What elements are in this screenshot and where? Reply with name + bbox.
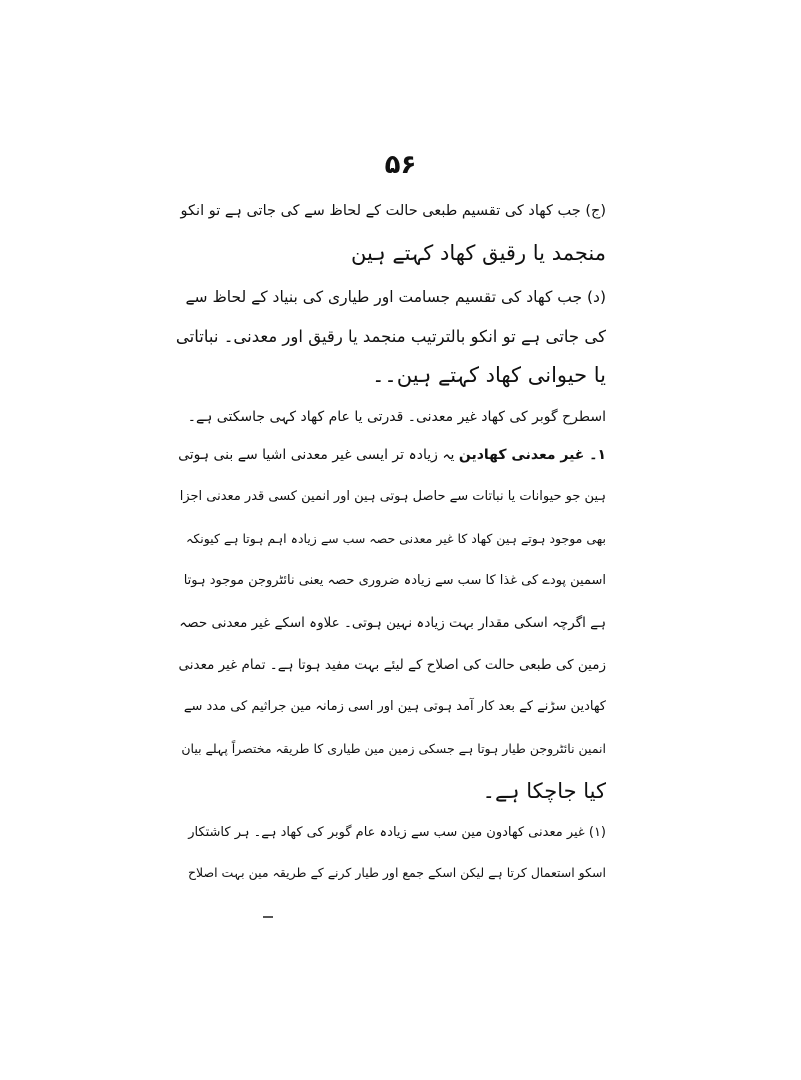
scan-mark — [263, 916, 273, 918]
text-line: (۱) غیر معدنی کھادون مین سب سے زیادہ عام گوبر کی کھاد ہے۔ ہر کاشتکار — [188, 825, 606, 840]
section-term: ۱۔ غیر معدنی کھادین — [458, 447, 606, 463]
page-number: ۵۶ — [384, 150, 417, 180]
text-line: انمین نائٹروجن طیار ہوتا ہے جسکی زمین مین طیاری کا طریقہ مختصراً پہلے بیان — [181, 741, 606, 756]
text-line: اسکو استعمال کرتا ہے لیکن اسکے جمع اور طیار کرنے کے طریقہ مین بہت اصلاح — [187, 865, 606, 880]
text-line: کھادین سڑنے کے بعد کار آمد ہوتی ہین اور اسی زمانہ مین جراثیم کی مدد سے — [183, 699, 606, 714]
text-line: ہین جو حیوانات یا نباتات سے حاصل ہوتی ہین اور انمین کسی قدر معدنی اجزا — [179, 489, 606, 504]
text-line: ہے اگرچہ اسکی مقدار بہت زیادہ نہین ہوتی۔ علاوہ اسکے غیر معدنی حصہ — [179, 615, 606, 631]
text-line: ۱۔ غیر معدنی کھادین یہ زیادہ تر ایسی غیر معدنی اشیا سے بنی ہوتی — [178, 447, 606, 463]
text-line: اسطرح گوبر کی کھاد غیر معدنی۔ قدرتی یا عام کھاد کہی جاسکتی ہے۔ — [187, 409, 606, 425]
text-line: کیا جاچکا ہے۔ — [482, 779, 606, 803]
text-line: کی جاتی ہے تو انکو بالترتیب منجمد یا رقیق اور معدنی۔ نباتاتی — [175, 327, 606, 346]
text-line: منجمد یا رقیق کھاد کہتے ہین — [351, 241, 606, 265]
text-line: بھی موجود ہوتے ہین کھاد کا غیر معدنی حصہ سب سے زیادہ اہم ہوتا ہے کیونکہ — [186, 531, 606, 546]
text-line: یا حیوانی کھاد کہتے ہین۔۔ — [372, 363, 606, 387]
text-line: (ج) جب کھاد کی تقسیم طبعی حالت کے لحاظ سے کی جاتی ہے تو انکو — [180, 203, 606, 219]
text-line: (د) جب کھاد کی تقسیم جسامت اور طیاری کی بنیاد کے لحاظ سے — [185, 288, 606, 306]
text-line: زمین کی طبعی حالت کی اصلاح کے لیئے بہت مفید ہوتا ہے۔ تمام غیر معدنی — [178, 657, 606, 673]
text-line: اسمین پودے کی غذا کا سب سے زیادہ ضروری حصہ یعنی نائٹروجن موجود ہوتا — [183, 573, 606, 588]
